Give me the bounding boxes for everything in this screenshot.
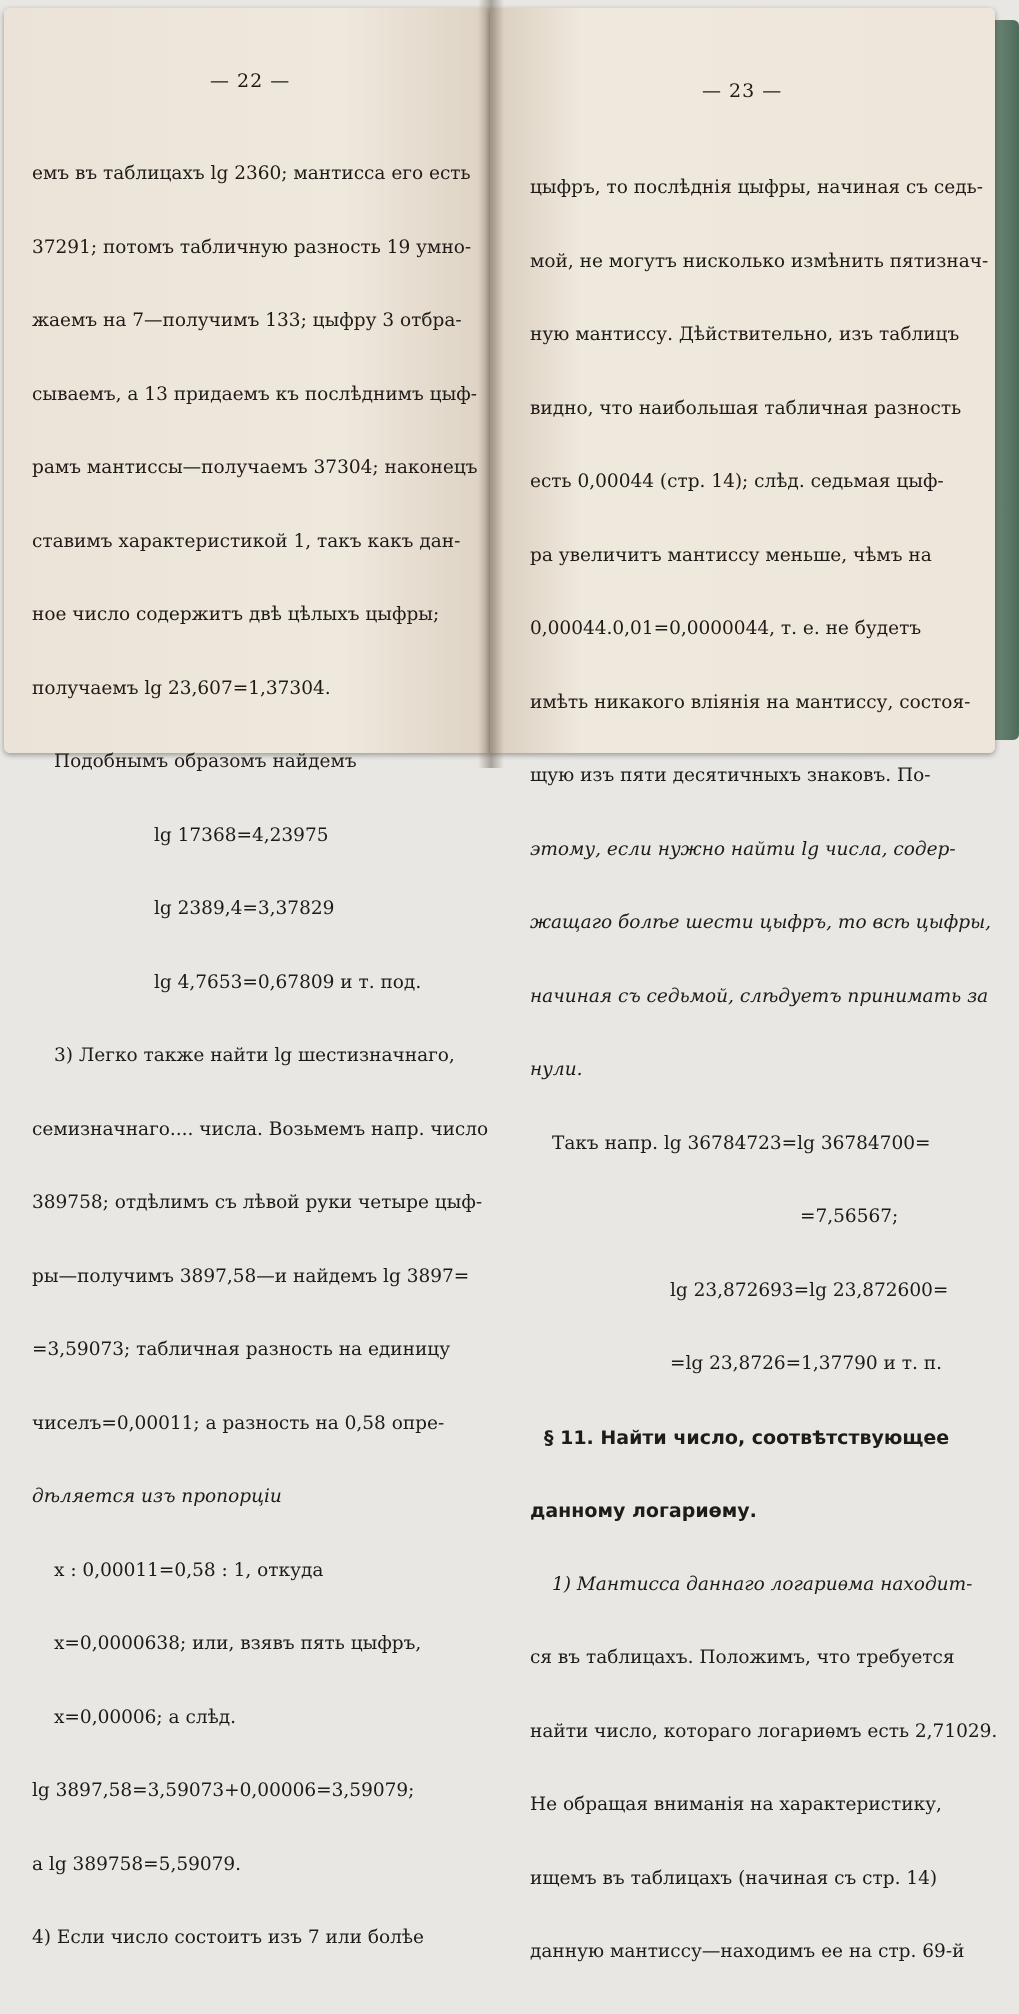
text-line: получаемъ lg 23,607=1,37304.: [32, 677, 331, 699]
formula-line: x=0,0000638; или, взявъ пять цыфръ,: [54, 1633, 422, 1654]
text-line: ставимъ характеристикой 1, такъ какъ дан-: [32, 530, 461, 552]
text-line: данную мантиссу—находимъ ее на стр. 69-й: [530, 1941, 965, 1962]
formula-line: x : 0,00011=0,58 : 1, откуда: [54, 1559, 324, 1581]
text-line: ры—получимъ 3897,58—и найдемъ lg 3897=: [32, 1265, 470, 1287]
text-line: мой, не могутъ нисколько измѣнить пятизнач-: [530, 250, 989, 272]
text-line: 389758; отдѣлимъ съ лѣвой руки четыре цыф-: [32, 1192, 483, 1213]
page-number-left: — 22 —: [210, 70, 291, 92]
text-line: 4) Если число состоитъ изъ 7 или болѣе: [32, 1927, 424, 1948]
right-page: [490, 8, 998, 1962]
text-line: 37291; потомъ табличную разность 19 умно-: [32, 236, 472, 258]
formula-line: lg 17368=4,23975: [154, 824, 329, 846]
formula-line: lg 2389,4=3,37829: [154, 898, 335, 919]
text-line: ное число содержитъ двѣ цѣлыхъ цыфры;: [32, 604, 440, 625]
text-line: цыфръ, то послѣднія цыфры, начиная съ седь-: [530, 177, 983, 198]
text-line: =3,59073; табличная разность на единицу: [32, 1339, 451, 1360]
text-line: нули.: [530, 1059, 583, 1080]
text-line: жащаго болѣе шести цыфръ, то всѣ цыфры,: [530, 912, 992, 933]
text-line: ра увеличитъ мантиссу меньше, чѣмъ на: [530, 544, 932, 566]
text-line: ную мантиссу. Дѣйствительно, изъ таблицъ: [530, 324, 960, 345]
text-line: Не обращая вниманія на характеристику,: [530, 1794, 942, 1815]
text-line: Подобнымъ образомъ найдемъ: [54, 751, 357, 772]
left-page: [4, 8, 490, 1948]
text-line: щую изъ пяти десятичныхъ знаковъ. По-: [530, 765, 931, 786]
formula-line: lg 3897,58=3,59073+0,00006=3,59079;: [32, 1780, 415, 1801]
formula-line: Такъ напр. lg 36784723=lg 36784700=: [552, 1132, 931, 1154]
text-line: рамъ мантиссы—получаемъ 37304; наконецъ: [32, 457, 478, 478]
formula-line: =7,56567;: [800, 1206, 899, 1227]
formula-line: =lg 23,8726=1,37790 и т. п.: [670, 1353, 942, 1374]
text-line: емъ въ таблицахъ lg 2360; мантисса его есть: [32, 163, 471, 184]
text-line: жаемъ на 7—получимъ 133; цыфру 3 отбра-: [32, 310, 462, 331]
text-line: имѣть никакого вліянія на мантиссу, состоя-: [530, 691, 971, 713]
text-line: дѣляется изъ пропорціи: [32, 1486, 282, 1507]
formula-line: а lg 389758=5,59079.: [32, 1853, 242, 1875]
text-line: видно, что наибольшая табличная разность: [530, 397, 962, 419]
formula-line: lg 4,7653=0,67809 и т. под.: [154, 971, 422, 993]
section-heading: § 11. Найти число, соотвѣтствующее: [544, 1426, 950, 1449]
formula-line: lg 23,872693=lg 23,872600=: [670, 1279, 949, 1301]
text-line: найти число, котораго логариѳмъ есть 2,71029.: [530, 1720, 998, 1742]
text-line: есть 0,00044 (стр. 14); слѣд. седьмая цыф-: [530, 471, 944, 492]
text-line: семизначнаго.... числа. Возьмемъ напр. число: [32, 1118, 489, 1140]
book-spine: [478, 0, 504, 768]
text-line: начиная съ седьмой, слѣдуетъ принимать за: [530, 985, 989, 1007]
text-line: сываемъ, а 13 придаемъ къ послѣднимъ цыф-: [32, 383, 478, 405]
text-line: этому, если нужно найти lg числа, содер-: [530, 838, 956, 860]
text-line: чиселъ=0,00011; а разность на 0,58 опре-: [32, 1412, 445, 1434]
formula-line: x=0,00006; а слѣд.: [54, 1706, 237, 1728]
page-number-right: — 23 —: [702, 80, 783, 102]
section-heading: данному логариѳму.: [530, 1500, 757, 1522]
left-page-text: [32, 113, 488, 2000]
text-line: 1) Мантисса даннаго логариѳма находит-: [552, 1573, 973, 1595]
text-line: 3) Легко также найти lg шестизначнаго,: [54, 1045, 455, 1066]
text-line: ся въ таблицахъ. Положимъ, что требуется: [530, 1647, 955, 1668]
text-line: ищемъ въ таблицахъ (начиная съ стр. 14): [530, 1867, 938, 1889]
text-line: 0,00044.0,01=0,0000044, т. е. не будетъ: [530, 618, 922, 639]
right-page-text: [530, 127, 997, 2014]
